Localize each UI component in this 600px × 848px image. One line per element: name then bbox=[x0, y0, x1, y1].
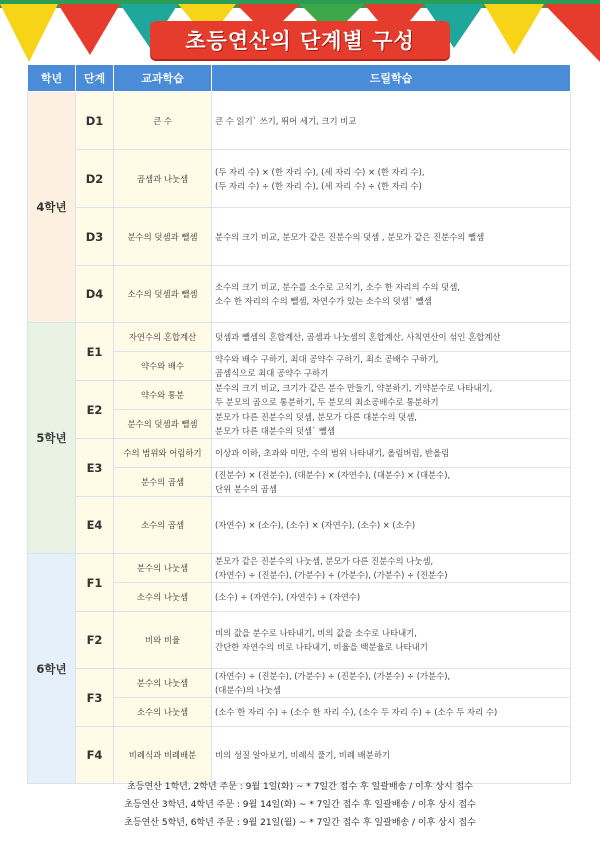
step-code: E4 bbox=[76, 497, 114, 554]
step-code: E2 bbox=[76, 381, 114, 439]
subject-cell: 큰 수 bbox=[114, 92, 212, 150]
header-subject: 교과학습 bbox=[114, 65, 212, 92]
subject-cell: 소수의 덧셈과 뺄셈 bbox=[114, 266, 212, 323]
step-code: F3 bbox=[76, 669, 114, 727]
subject-cell: 분수의 덧셈과 뺄셈 bbox=[114, 410, 212, 439]
subject-cell: 분수의 나눗셈 bbox=[114, 554, 212, 583]
curriculum-table bbox=[27, 64, 571, 784]
grade-cell-6: 6학년 bbox=[28, 554, 76, 784]
header-grade: 학년 bbox=[28, 65, 76, 92]
drill-cell: (두 자리 수) × (한 자리 수), (세 자리 수) × (한 자리 수), (두 자리 수) ÷ (한 자리 수), (세 자리 수) ÷ (한 자리 수) bbox=[212, 150, 571, 208]
table-row bbox=[28, 323, 571, 352]
step-code: E1 bbox=[76, 323, 114, 381]
drill-cell: (자연수) × (소수), (소수) × (자연수), (소수) × (소수) bbox=[212, 497, 571, 554]
table-row bbox=[28, 669, 571, 698]
drill-cell: (진분수) × (진분수), (대분수) × (자연수), (대분수) × (대분수), 단위 분수의 곱셈 bbox=[212, 468, 571, 497]
drill-cell: 비의 성질 알아보기, 비례식 풀기, 비례 배분하기 bbox=[212, 727, 571, 784]
subject-cell: 소수의 나눗셈 bbox=[114, 698, 212, 727]
title-badge bbox=[150, 21, 450, 59]
subject-cell: 수의 범위와 어림하기 bbox=[114, 439, 212, 468]
subject-cell: 소수의 곱셈 bbox=[114, 497, 212, 554]
subject-cell: 비례식과 비례배분 bbox=[114, 727, 212, 784]
drill-cell: 분수의 크기 비교, 크기가 같은 분수 만들기, 약분하기, 기약분수로 나타내기, 두 분모의 곱으로 통분하기, 두 분모의 최소공배수로 통분하기 bbox=[212, 381, 571, 410]
step-code: E3 bbox=[76, 439, 114, 497]
table-row bbox=[28, 150, 571, 208]
subject-cell: 분수의 덧셈과 뺄셈 bbox=[114, 208, 212, 266]
table-row bbox=[28, 727, 571, 784]
table-row bbox=[28, 381, 571, 410]
drill-cell: 소수의 크기 비교, 분수를 소수로 고치기, 소수 한 자리의 수의 덧셈, 소수 한 자리의 수의 뺄셈, 자연수가 있는 소수의 덧셈ˋ 뺄셈 bbox=[212, 266, 571, 323]
step-code: D4 bbox=[76, 266, 114, 323]
step-code: D1 bbox=[76, 92, 114, 150]
subject-cell: 분수의 곱셈 bbox=[114, 468, 212, 497]
table-row bbox=[28, 497, 571, 554]
order-line: 초등연산 5학년, 6학년 주문 : 9월 21일(월) ~ * 7일간 접수 후 일괄배송 / 이후 상시 접수 bbox=[124, 818, 476, 828]
step-code: F1 bbox=[76, 554, 114, 612]
table-row bbox=[28, 612, 571, 669]
subject-cell: 약수와 통분 bbox=[114, 381, 212, 410]
table-row bbox=[28, 208, 571, 266]
drill-cell: 큰 수 읽기ˋ 쓰기, 뛰어 세기, 크기 비교 bbox=[212, 92, 571, 150]
order-line: 초등연산 3학년, 4학년 주문 : 9월 14일(화) ~ * 7일간 접수 후 일괄배송 / 이후 상시 접수 bbox=[124, 800, 476, 810]
grade-cell-4: 4학년 bbox=[28, 92, 76, 323]
subject-cell: 약수와 배수 bbox=[114, 352, 212, 381]
drill-cell: 분수의 크기 비교, 분모가 같은 진분수의 덧셈 , 분모가 같은 진분수의 뺄셈 bbox=[212, 208, 571, 266]
header-drill: 드릴학습 bbox=[212, 65, 571, 92]
subject-cell: 자연수의 혼합계산 bbox=[114, 323, 212, 352]
drill-cell: (자연수) ÷ (진분수), (가분수) ÷ (진분수), (가분수) ÷ (가분수), (대분수)의 나눗셈 bbox=[212, 669, 571, 698]
table-row bbox=[28, 92, 571, 150]
table-header-row bbox=[28, 65, 571, 92]
header-step: 단계 bbox=[76, 65, 114, 92]
grade-cell-5: 5학년 bbox=[28, 323, 76, 554]
subject-cell: 분수의 나눗셈 bbox=[114, 669, 212, 698]
step-code: F4 bbox=[76, 727, 114, 784]
drill-cell: 약수와 배수 구하기, 최대 공약수 구하기, 최소 공배수 구하기, 곱셈식으로 최대 공약수 구하기 bbox=[212, 352, 571, 381]
table-row bbox=[28, 439, 571, 468]
step-code: D3 bbox=[76, 208, 114, 266]
subject-cell: 곱셈과 나눗셈 bbox=[114, 150, 212, 208]
step-code: D2 bbox=[76, 150, 114, 208]
drill-cell: (소수) ÷ (자연수), (자연수) ÷ (자연수) bbox=[212, 583, 571, 612]
page-title: 초등연산의 단계별 구성 bbox=[185, 29, 415, 53]
drill-cell: 이상과 이하, 초과와 미만, 수의 범위 나타내기, 올림버림, 반올림 bbox=[212, 439, 571, 468]
drill-cell: 비의 값을 분수로 나타내기, 비의 값을 소수로 나타내기, 간단한 자연수의 비로 나타내기, 비율을 백분율로 나타내기 bbox=[212, 612, 571, 669]
table-row bbox=[28, 554, 571, 583]
step-code: F2 bbox=[76, 612, 114, 669]
table-row bbox=[28, 266, 571, 323]
order-line: 초등연산 1학년, 2학년 주문 : 9월 1일(화) ~ * 7일간 접수 후 일괄배송 / 이후 상시 접수 bbox=[127, 782, 473, 792]
drill-cell: 덧셈과 뺄셈의 혼합계산, 곱셈과 나눗셈의 혼합계산, 사칙연산이 섞인 혼합계산 bbox=[212, 323, 571, 352]
drill-cell: (소수 한 자리 수) ÷ (소수 한 자리 수), (소수 두 자리 수) ÷ (소수 두 자리 수) bbox=[212, 698, 571, 727]
drill-cell: 분모가 다른 진분수의 덧셈, 분모가 다른 대분수의 덧셈, 분모가 다른 대분수의 덧셈ˋ 뺄셈 bbox=[212, 410, 571, 439]
order-schedule bbox=[0, 778, 600, 832]
drill-cell: 분모가 같은 진분수의 나눗셈, 분모가 다른 진분수의 나눗셈, (자연수) ÷ (진분수), (가분수) ÷ (가분수), (가분수) ÷ (진분수) bbox=[212, 554, 571, 583]
subject-cell: 소수의 나눗셈 bbox=[114, 583, 212, 612]
subject-cell: 비와 비율 bbox=[114, 612, 212, 669]
